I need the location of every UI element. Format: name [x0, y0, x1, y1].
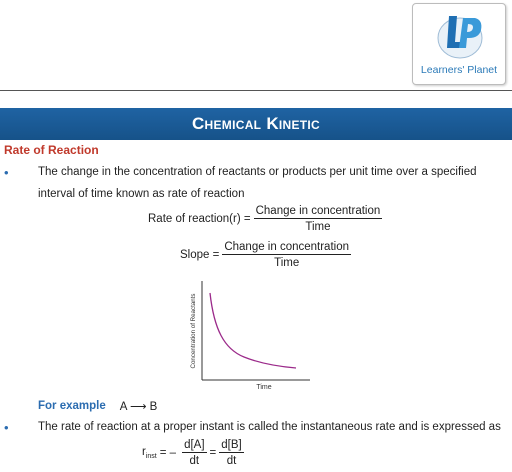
equation-inst-fraction-a: [182, 438, 206, 468]
bullet-2: •: [4, 420, 9, 435]
graph-decay-curve: [210, 293, 296, 368]
example-reaction: A ⟶ B: [119, 401, 158, 413]
section-heading: Rate of Reaction: [4, 143, 99, 157]
learners-planet-logo: [412, 3, 506, 85]
equation-inst-equals-minus: = –: [159, 447, 177, 459]
equation-rate-lhs: Rate of reaction(r) =: [148, 213, 251, 225]
equation-rate: [148, 204, 385, 234]
equation-inst-subscript: inst: [145, 453, 157, 460]
equation-inst-numerator-b: d[B]: [221, 439, 242, 451]
graph-x-axis-label: Time: [256, 384, 272, 391]
bullet-1: •: [4, 165, 9, 180]
equation-instantaneous-rate: [142, 438, 247, 468]
equation-rate-numerator: Change in concentration: [255, 205, 381, 217]
equation-slope-denominator: Time: [274, 257, 300, 269]
equation-inst-fraction-b: [219, 438, 243, 468]
equation-slope-lhs: Slope =: [180, 249, 220, 261]
equation-rate-fraction: [254, 204, 383, 234]
example-label: For example: [38, 400, 106, 412]
graph-y-axis-label: Concentration of Reactants: [190, 293, 197, 369]
equation-inst-denominator-b: dt: [226, 455, 237, 467]
paragraph-instantaneous-rate: The rate of reaction at a proper instant is called the instantaneous rate and is expressed as: [38, 421, 501, 433]
lp-logo-mark-icon: [435, 8, 485, 60]
equation-rate-denominator: Time: [305, 221, 331, 233]
page-title: Chemical Kinetic: [191, 114, 321, 133]
equation-inst-denominator-a: dt: [189, 455, 200, 467]
equation-slope: [180, 240, 354, 270]
equation-inst-r: [142, 446, 157, 460]
equation-inst-numerator-a: d[A]: [184, 439, 205, 451]
header-divider: [0, 90, 512, 91]
logo-name: Learners' Planet: [420, 64, 498, 76]
equation-inst-equals: =: [209, 447, 217, 459]
equation-slope-fraction: [222, 240, 351, 270]
equation-slope-numerator: Change in concentration: [224, 241, 349, 253]
concentration-time-graph: [188, 279, 318, 391]
example-line: [38, 399, 157, 413]
title-bar: [0, 108, 512, 140]
paragraph-rate-definition: The change in the concentration of reactants or products per unit time over a specified interval of time known as rate of reaction: [38, 166, 477, 200]
equation-inst-r-symbol: r: [142, 446, 146, 458]
